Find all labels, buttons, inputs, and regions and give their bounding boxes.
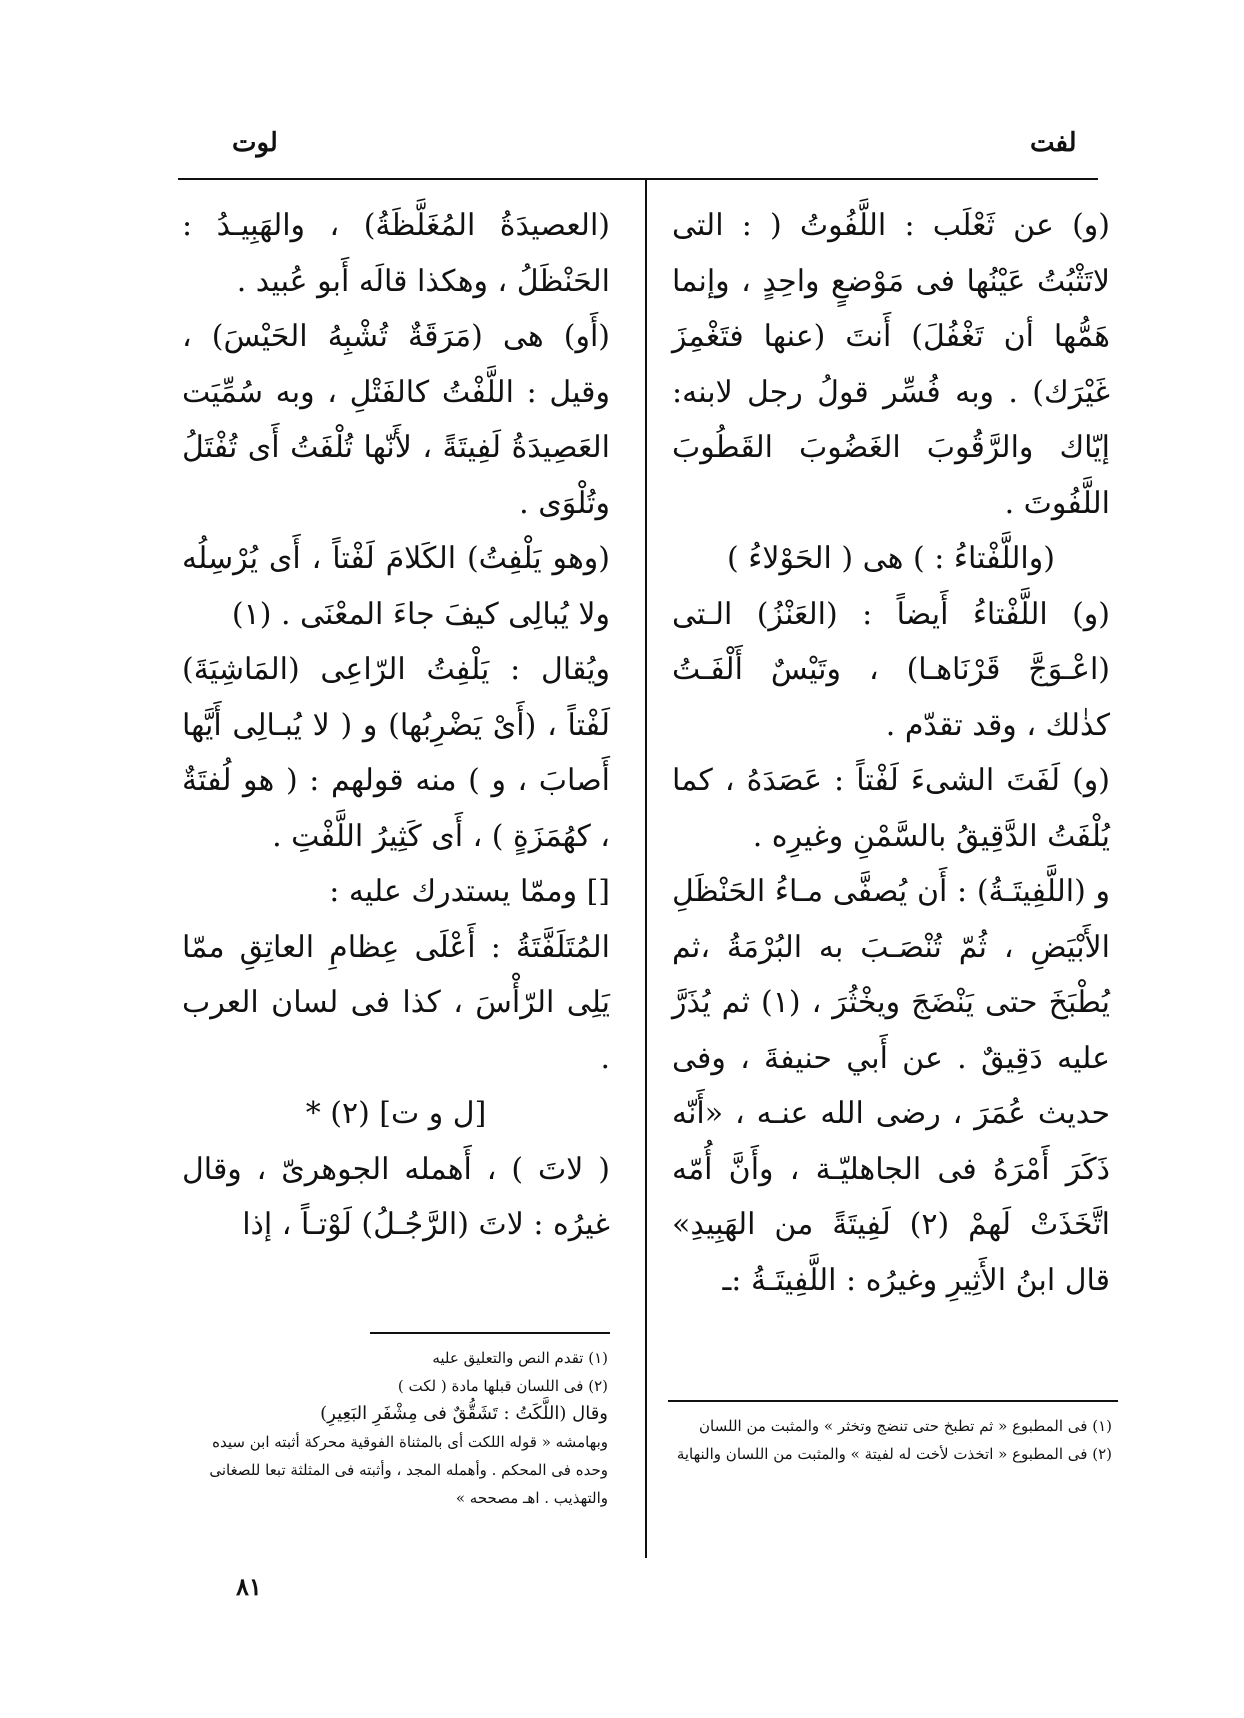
running-header-right: لفت — [1030, 128, 1077, 158]
footnotes-right — [672, 1412, 1112, 1468]
paragraph: (وهو يَلْفِتُ) الكَلامَ لَفْتاً ، أَى يُرْسِلُه ولا يُبالِى كيفَ جاءَ المعْنَى . (١) — [182, 541, 610, 632]
page-number: ٨١ — [236, 1572, 262, 1601]
paragraph: ( لاتَ ) ، أَهمله الجوهرىّ ، وقال غيرُه : لاتَ (الرَّجُـلُ) لَوْتـاً ، إذا — [182, 1151, 610, 1242]
column-divider — [645, 178, 647, 1558]
paragraph: (و) عن ثَعْلَب : اللَّفُوتُ ( : التى لاتَثْبُتُ عَيْنُها فى مَوْضعٍ واحِدٍ ، وإنما هَمُّها أن تَغْفُلَ) أَنتَ (عنها فتَغْمِزَ غَيْرَك) . وبه فُسِّر قولُ رجل لابنه: إيّاك والرَّقُوبَ الغَضُوبَ القَطُوبَ اللَّفُوتَ . — [672, 208, 1110, 521]
footnote: وقال (اللَّكَتُ : تَشَقُّقٌ فى مِشْفَرِ البَعِيرِ) — [320, 1403, 608, 1424]
paragraph: (و) لَفَتَ الشىءَ لَفْتاً : عَصَدَهُ ، كما يُلْفَتُ الدَّقِيقُ بالسَّمْنِ وغيرِه . — [672, 763, 1110, 854]
header-rule — [178, 178, 1098, 180]
paragraph: (و) اللَّفْتاءُ أَيضاً : (العَنْزُ) الـتى (اعْـوَجَّ قَرْنَاهـا) ، وتَيْسٌ أَلْفَـتُ كذٰلك ، وقد تقدّم . — [672, 596, 1110, 743]
running-header-left: لوت — [232, 128, 278, 158]
entry-heading: [ل و ت] (٢) * — [305, 1096, 487, 1131]
right-column — [672, 198, 1110, 1308]
footnote: (٢) فى اللسان قبلها مادة ( لكت ) — [397, 1377, 608, 1395]
footnote: (١) فى المطبوع « ثم تطبخ حتى تنضج وتخثر » والمثبت من اللسان — [699, 1417, 1112, 1435]
paragraph: (واللَّفْتاءُ : ) هى ( الحَوْلاءُ ) — [727, 541, 1055, 576]
left-column — [182, 198, 610, 1253]
footnote-rule-right — [668, 1400, 1118, 1402]
footnote: (١) تقدم النص والتعليق عليه — [432, 1349, 608, 1367]
footnote: وبهامشه « قوله اللكت أى بالمثناة الفوقية محركة أثبته ابن سيده وحده فى المحكم . وأهمله المجد ، وأثبته فى المثلثة تبعا للصغانى والتهذيب . اهـ مصححه » — [209, 1433, 608, 1507]
paragraph: ويُقال : يَلْفِتُ الرّاعِى (المَاشِيَةَ) لَفْتاً ، (أَىْ يَضْرِبُها) و ( لا يُبـالِى أَيَّها أَصابَ ، و ) منه قولهم : ( هو لُفتَةٌ ، كهُمَزَةٍ ) ، أَى كَثِيرُ اللَّفْتِ . — [182, 652, 610, 854]
paragraph: المُتَلَفَّتَةُ : أَعْلَى عِظامِ العاتِقِ ممّا يَلِى الرّأْسَ ، كذا فى لسان العرب . — [182, 929, 610, 1076]
footnotes-left — [182, 1344, 608, 1512]
paragraph: [] وممّا يستدرك عليه : — [329, 874, 610, 909]
paragraph: (العصيدَةُ المُغَلَّظَةُ) ، والهَبِيـدُ : الحَنْظَلُ ، وهكذا قالَه أَبو عُبيد . — [182, 208, 610, 299]
paragraph: و (اللَّفِيتَـةُ) : أَن يُصفَّى مـاءُ الحَنْظَلِ الأَبْيَضِ ، ثُمّ تُنْصَـبَ به البُرْمَةُ ،ثم يُطْبَخَ حتى يَنْضَجَ ويخْثُرَ ، (١) ثم يُذَرَّ عليه دَقِيقٌ . عن أَبي حنيفةَ ، وفى حديث عُمَرَ ، رضى الله عنـه ، «أَنّه ذَكَرَ أَمْرَهُ فى الجاهليّـة ، وأَنَّ أُمّه اتَّخَذَتْ لَهمْ (٢) لَفِيتَةً من الهَبِيدِ» قال ابنُ الأَثِيرِ وغيرُه : اللَّفِيتَـةُ :ـ — [672, 874, 1110, 1298]
footnote-rule-left — [370, 1332, 610, 1334]
footnote: (٢) فى المطبوع « اتخذت لأخت له لفيتة » والمثبت من اللسان والنهاية — [676, 1445, 1112, 1463]
paragraph: (أَو) هى (مَرَقَةٌ تُشْبِهُ الحَيْسَ) ، وقيل : اللَّفْتُ كالفَتْلِ ، وبه سُمِّيَت العَصِيدَةُ لَفِيتَةً ، لأَنّها تُلْفَتُ أَى تُفْتَلُ وتُلْوَى . — [182, 319, 610, 521]
